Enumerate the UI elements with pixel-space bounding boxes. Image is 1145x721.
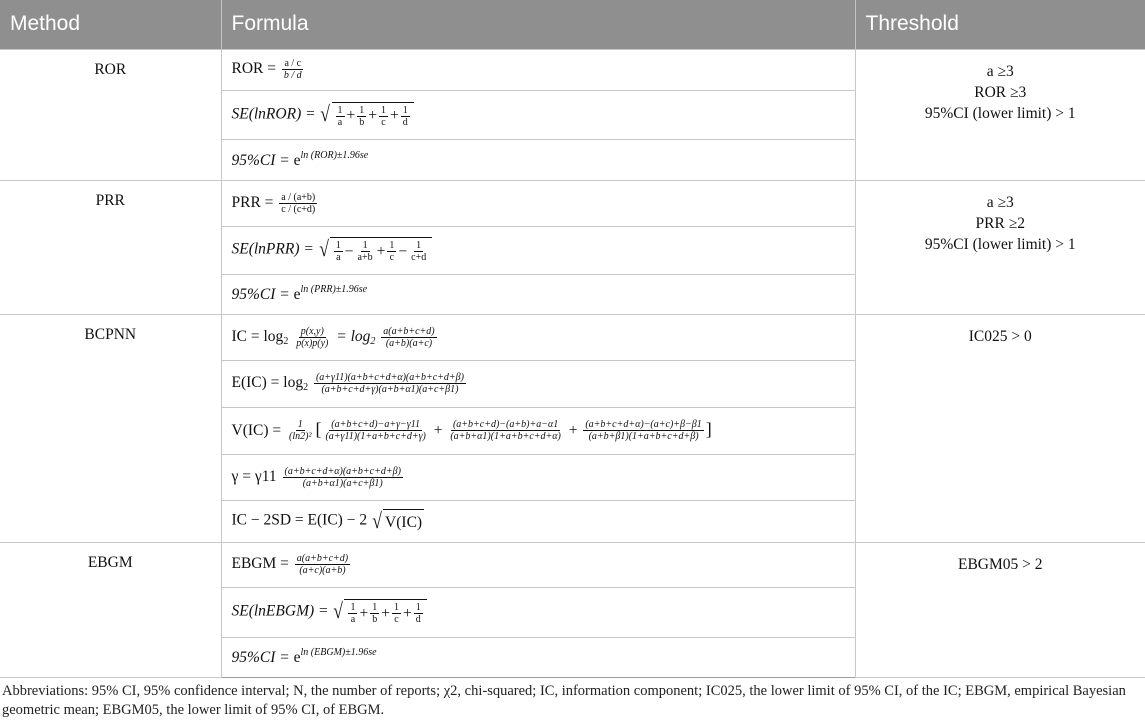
- formula-ebgm: EBGM = $\frac{a(a+b+c+d)}{(a+c)(a+b)}$: [221, 542, 855, 587]
- formula-gamma: γ = γ11 $\frac{(a+b+c+d+\alpha)(a+b+c+d+\beta)}{(a+b+\alpha 1)(a+c+\beta 1)}$: [221, 454, 855, 500]
- footnote: Abbreviations: 95% CI, 95% confidence interval; N, the number of reports; χ2, chi-squared; IC, information component; IC025, the lower limit of 95% CI, of the IC; EBGM, empirical Bayesian geometric mean; EBGM05, the lower limit of 95% CI, of EBGM.: [2, 683, 1126, 718]
- threshold-bcpnn: IC025 > 0: [855, 314, 1145, 542]
- header-method: Method: [0, 0, 221, 49]
- formula-ic: IC = $\log_2$ $\frac{p(x,y)}{p(x)p(y)}$ = $\log_2$ $\frac{a(a+b+c+d)}{(a+b)(a+c)}$: [221, 314, 855, 360]
- method-bcpnn: BCPNN: [0, 314, 221, 542]
- table-row: [0, 49, 1145, 90]
- threshold-prr: a ≥3 PRR ≥2 95%CI (lower limit) > 1: [855, 180, 1145, 314]
- table-row: [0, 314, 1145, 360]
- formula-se-lnror: SE(lnROR) = √ $\frac{1}{a}$ + $\frac{1}{b}$ + $\frac{1}{c}$ + $\frac{1}{d}$: [221, 90, 855, 139]
- sqrt: √ $\frac{1}{a}$ − $\frac{1}{a+b}$ + $\frac{1}{c}$ − $\frac{1}{c+d}$: [318, 237, 432, 263]
- formula-se-lnebgm: SE(lnEBGM) = √ $\frac{1}{a}$ + $\frac{1}{b}$ + $\frac{1}{c}$ + $\frac{1}{d}$: [221, 587, 855, 637]
- sqrt: √ $\frac{1}{a}$ + $\frac{1}{b}$ + $\frac{1}{c}$ + $\frac{1}{d}$: [319, 102, 413, 128]
- header-threshold: Threshold: [855, 0, 1145, 49]
- formula-ci-prr: $95\%CI = e^{ln (PRR)\pm 1.96se}$: [221, 274, 855, 314]
- fraction: $\frac{a / c}{b / d}$: [283, 58, 302, 81]
- formula-ror: ROR = $\frac{a / c}{b / d}$: [221, 49, 855, 90]
- formula-prr: PRR = $\frac{a / (a+b)}{c / (c+d)}$: [221, 180, 855, 226]
- table-row: [0, 180, 1145, 226]
- header-row: [0, 0, 1145, 49]
- formula-ci-ebgm: $95\%CI = e^{ln (EBGM)\pm 1.96se}$: [221, 637, 855, 677]
- formula-ci-ror: $95\%CI = e^{ln (ROR)\pm 1.96se}$: [221, 139, 855, 180]
- threshold-ebgm: EBGM05 > 2: [855, 542, 1145, 677]
- formula-v-ic: V(IC) = $\frac{1}{\text{(ln2)²}}$ [ $\frac{(a+b+c+d)-a+\gamma-\gamma 11}{(a+\gamma 11)(1+a+b+c+d+\gamma)}$ + $\frac{(a+b+c+d)-(a+b)+a-\alpha 1}{(a+b+\alpha 1)(1+a+b+c+d+\alpha)}$ + $\frac{(a+b+c+d+\alpha)-(a+c)+\beta-\beta 1}{(a+b+\beta 1)(1+a+b+c+d+\beta)}$ ]: [221, 407, 855, 454]
- method-ebgm: EBGM: [0, 542, 221, 677]
- formula-ic-2sd: IC − 2SD = E(IC) − 2 √ V(IC): [221, 500, 855, 542]
- table-row: [0, 542, 1145, 587]
- header-formula: Formula: [221, 0, 855, 49]
- method-ror: ROR: [0, 49, 221, 180]
- formula-se-lnprr: SE(lnPRR) = √ $\frac{1}{a}$ − $\frac{1}{a+b}$ + $\frac{1}{c}$ − $\frac{1}{c+d}$: [221, 226, 855, 274]
- method-prr: PRR: [0, 180, 221, 314]
- sqrt: √ $\frac{1}{a}$ + $\frac{1}{b}$ + $\frac{1}{c}$ + $\frac{1}{d}$: [332, 599, 426, 625]
- sqrt: √ V(IC): [372, 508, 423, 533]
- threshold-ror: a ≥3 ROR ≥3 95%CI (lower limit) > 1: [855, 49, 1145, 180]
- formula-e-ic: $E(IC) = \log_2$ $\frac{(a+\gamma 11)(a+b+c+d+\alpha)(a+b+c+d+\beta)}{(a+b+c+d+\gamma)(a+b+\alpha 1)(a+c+\beta 1)}$: [221, 360, 855, 407]
